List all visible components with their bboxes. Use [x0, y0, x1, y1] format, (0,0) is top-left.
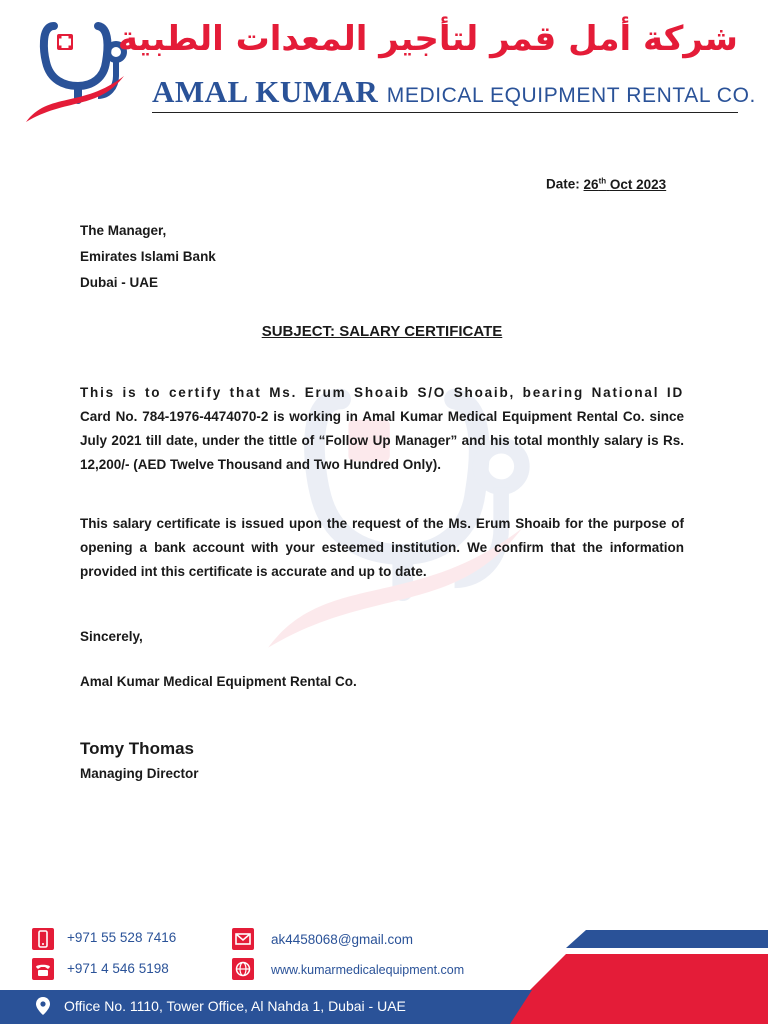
- paragraph-body: Card No. 784-1976-4474070-2 is working in Amal Kumar Medical Equipment Rental Co. since July 2021 till date, under the tittle of “Follow Up Manager” and his total monthly salary is Rs. 12,200/- (AED Twelve Thousand and Two Hundred Only).: [80, 409, 684, 472]
- landline-number[interactable]: +971 4 546 5198: [67, 961, 169, 976]
- closing-text: Sincerely,: [80, 629, 143, 644]
- date-day: 26: [583, 176, 599, 192]
- signer-name: Tomy Thomas: [80, 739, 194, 758]
- recipient-line: The Manager,: [80, 223, 167, 238]
- purpose-paragraph: This salary certificate is issued upon the request of the Ms. Erum Shoaib for the purpose of opening a bank account with your esteemed institution. We confirm that the information provided int this certificate is accurate and up to date.: [80, 516, 684, 579]
- mobile-number[interactable]: +971 55 528 7416: [67, 930, 177, 945]
- date-suffix: th: [598, 176, 607, 185]
- paragraph-first-line: This is to certify that Ms. Erum Shoaib S/O Shoaib, bearing National ID: [80, 385, 684, 400]
- location-pin-icon: [34, 996, 52, 1016]
- office-address: Office No. 1110, Tower Office, Al Nahda 1, Dubai - UAE: [64, 998, 406, 1014]
- recipient-line: Dubai - UAE: [80, 275, 159, 290]
- company-name-arabic: شركة أمل قمر لتأجير المعدات الطبية: [117, 19, 738, 59]
- date-value: [584, 177, 667, 192]
- company-name-bold: AMAL KUMAR: [152, 74, 379, 109]
- date-rest: Oct 2023: [609, 176, 667, 192]
- recipient-line: Emirates Islami Bank: [80, 249, 216, 264]
- letter-subject: SUBJECT: SALARY CERTIFICATE: [261, 323, 503, 340]
- signer-title: Managing Director: [80, 766, 199, 781]
- globe-icon: [232, 958, 254, 980]
- header-divider: [152, 112, 738, 113]
- website-link[interactable]: www.kumarmedicalequipment.com: [271, 963, 465, 977]
- letter-date: [546, 176, 666, 192]
- telephone-icon: [32, 958, 54, 980]
- certificate-paragraph: [80, 381, 684, 477]
- recipient-address: [80, 218, 216, 296]
- mobile-phone-icon: [32, 928, 54, 950]
- company-name-rest: MEDICAL EQUIPMENT RENTAL CO.: [386, 84, 756, 107]
- company-signoff: Amal Kumar Medical Equipment Rental Co.: [80, 674, 357, 689]
- date-label: Date:: [546, 176, 580, 192]
- email-icon: [232, 928, 254, 950]
- company-name-english: [152, 74, 756, 116]
- email-link[interactable]: ak4458068@gmail.com: [271, 932, 414, 947]
- stethoscope-logo-icon: [20, 14, 130, 126]
